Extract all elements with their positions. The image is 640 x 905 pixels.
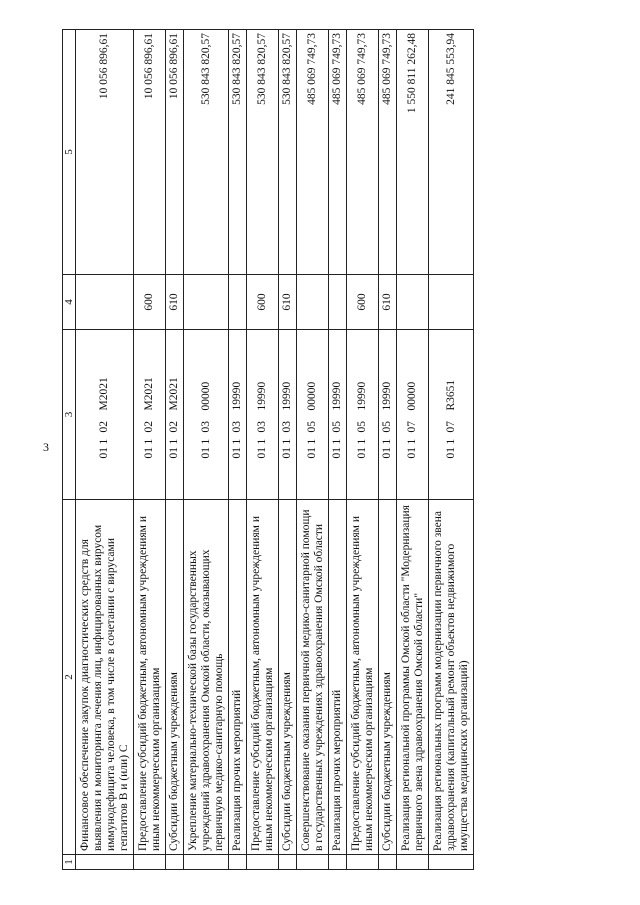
target-code-cell: [184, 330, 229, 500]
row-number-cell: [247, 855, 279, 870]
column-header: 2: [63, 500, 76, 855]
target-code-cell: [247, 330, 279, 500]
row-number-cell: [347, 855, 379, 870]
expense-type-cell: 610: [279, 275, 297, 330]
amount-cell: 485 069 749,73: [379, 30, 397, 275]
code-part: 03: [231, 421, 244, 433]
code-part: 01: [231, 447, 244, 459]
row-number-cell: [397, 855, 429, 870]
target-code-cell: [379, 330, 397, 500]
item-name-cell: Укрепление материально-технической базы государственных учреждений здравоохранения Омской области, оказывающих первичную медико-санитарную помощь: [184, 500, 229, 855]
amount-cell: 485 069 749,73: [297, 30, 329, 275]
code-part: 01: [143, 447, 156, 459]
expense-type-cell: 600: [247, 275, 279, 330]
code-part: 02: [143, 421, 156, 433]
code-part: M2021: [143, 377, 156, 411]
amount-cell: 10 056 896,61: [166, 30, 184, 275]
target-code-cell: [134, 330, 166, 500]
row-number-cell: [379, 855, 397, 870]
expense-type-cell: 610: [379, 275, 397, 330]
code-part: 03: [281, 421, 294, 433]
expense-type-cell: [184, 275, 229, 330]
code-part: 03: [256, 421, 269, 433]
code-part: 00000: [306, 381, 319, 411]
code-part: 01: [306, 447, 319, 459]
code-part: 1: [281, 438, 294, 445]
row-number-cell: [134, 855, 166, 870]
code-part: 19990: [381, 381, 394, 411]
code-part: 1: [444, 438, 457, 445]
expense-type-cell: [329, 275, 347, 330]
page-number: 3: [43, 440, 49, 454]
code-part: 00000: [406, 381, 419, 411]
row-number-cell: [297, 855, 329, 870]
code-part: 05: [356, 421, 369, 433]
code-part: 02: [168, 421, 181, 433]
code-part: 19990: [356, 381, 369, 411]
code-part: 00000: [199, 381, 212, 411]
item-name-cell: Реализация прочих мероприятий: [329, 500, 347, 855]
row-number-cell: [279, 855, 297, 870]
target-code-cell: [347, 330, 379, 500]
table-row: [247, 30, 279, 870]
code-part: 01: [381, 447, 394, 459]
code-part: 1: [199, 438, 212, 445]
code-part: 01: [356, 447, 369, 459]
amount-cell: 10 056 896,61: [134, 30, 166, 275]
table-row: [229, 30, 247, 870]
target-code-cell: [429, 330, 474, 500]
code-part: 1: [331, 438, 344, 445]
target-code-cell: [166, 330, 184, 500]
item-name-cell: Реализация региональной программы Омской области "Модернизация первичного звена здравоохранения Омской области": [397, 500, 429, 855]
column-header: 4: [63, 275, 76, 330]
table-row: [166, 30, 184, 870]
code-part: 1: [98, 438, 111, 445]
amount-cell: 530 843 820,57: [279, 30, 297, 275]
amount-cell: 10 056 896,61: [76, 30, 134, 275]
code-part: 1: [381, 438, 394, 445]
code-part: 1: [256, 438, 269, 445]
amount-cell: 530 843 820,57: [184, 30, 229, 275]
expense-type-cell: [397, 275, 429, 330]
table-row: [184, 30, 229, 870]
code-part: 02: [98, 421, 111, 433]
item-name-cell: Предоставление субсидий бюджетным, автономным учреждениям и иным некоммерческим организациям: [247, 500, 279, 855]
row-number-cell: [329, 855, 347, 870]
expense-type-cell: [429, 275, 474, 330]
expense-type-cell: 600: [347, 275, 379, 330]
code-part: 19990: [231, 381, 244, 411]
target-code-cell: [229, 330, 247, 500]
expense-type-cell: 610: [166, 275, 184, 330]
amount-cell: 530 843 820,57: [247, 30, 279, 275]
code-part: M2021: [98, 377, 111, 411]
expense-type-cell: [297, 275, 329, 330]
amount-cell: 485 069 749,73: [347, 30, 379, 275]
target-code-cell: [329, 330, 347, 500]
code-part: 07: [406, 421, 419, 433]
code-part: 1: [306, 438, 319, 445]
code-part: 07: [444, 421, 457, 433]
code-part: 01: [199, 447, 212, 459]
row-number-cell: [76, 855, 134, 870]
target-code-cell: [297, 330, 329, 500]
code-part: 1: [168, 438, 181, 445]
amount-cell: 485 069 749,73: [329, 30, 347, 275]
column-header: 5: [63, 30, 76, 275]
target-code-cell: [76, 330, 134, 500]
table-row: [329, 30, 347, 870]
code-part: 19990: [256, 381, 269, 411]
amount-cell: 530 843 820,57: [229, 30, 247, 275]
code-part: 19990: [281, 381, 294, 411]
amount-cell: 1 550 811 262,48: [397, 30, 429, 275]
table-row: [279, 30, 297, 870]
item-name-cell: Субсидии бюджетным учреждениям: [279, 500, 297, 855]
table-row: [297, 30, 329, 870]
table-row: [76, 30, 134, 870]
column-header: 3: [63, 330, 76, 500]
item-name-cell: Субсидии бюджетным учреждениям: [166, 500, 184, 855]
code-part: 03: [199, 421, 212, 433]
code-part: 01: [281, 447, 294, 459]
code-part: 01: [168, 447, 181, 459]
code-part: R3651: [444, 379, 457, 411]
row-number-cell: [429, 855, 474, 870]
column-number-row: [63, 30, 76, 870]
code-part: 19990: [331, 381, 344, 411]
item-name-cell: Реализация прочих мероприятий: [229, 500, 247, 855]
code-part: 01: [406, 447, 419, 459]
amount-cell: 241 845 553,94: [429, 30, 474, 275]
code-part: 01: [256, 447, 269, 459]
row-number-cell: [229, 855, 247, 870]
rotated-table-container: [62, 30, 622, 870]
code-part: 01: [331, 447, 344, 459]
table-row: [429, 30, 474, 870]
code-part: 1: [143, 438, 156, 445]
code-part: 05: [381, 421, 394, 433]
item-name-cell: Предоставление субсидий бюджетным, автономным учреждениям и иным некоммерческим организациям: [134, 500, 166, 855]
code-part: 1: [406, 438, 419, 445]
item-name-cell: Субсидии бюджетным учреждениям: [379, 500, 397, 855]
item-name-cell: Предоставление субсидий бюджетным, автономным учреждениям и иным некоммерческим организациям: [347, 500, 379, 855]
code-part: 05: [331, 421, 344, 433]
code-part: 1: [356, 438, 369, 445]
code-part: M2021: [168, 377, 181, 411]
expense-type-cell: 600: [134, 275, 166, 330]
budget-table: [62, 29, 474, 870]
table-row: [347, 30, 379, 870]
table-row: [134, 30, 166, 870]
item-name-cell: Финансовое обеспечение закупок диагностических средств для выявления и мониторинга лечения лиц, инфицированных вирусом иммунодефицита человека, в том числе в сочетании с вирусами гепатитов В и (или) С: [76, 500, 134, 855]
target-code-cell: [397, 330, 429, 500]
code-part: 05: [306, 421, 319, 433]
expense-type-cell: [76, 275, 134, 330]
table-row: [379, 30, 397, 870]
row-number-cell: [166, 855, 184, 870]
expense-type-cell: [229, 275, 247, 330]
code-part: 01: [444, 447, 457, 459]
table-row: [397, 30, 429, 870]
item-name-cell: Совершенствование оказания первичной медико-санитарной помощи в государственных учреждениях здравоохранения Омской области: [297, 500, 329, 855]
item-name-cell: Реализация региональных программ модернизации первичного звена здравоохранения (капитальный ремонт объектов недвижимого имущества медицинских организаций): [429, 500, 474, 855]
column-header: 1: [63, 855, 76, 870]
target-code-cell: [279, 330, 297, 500]
row-number-cell: [184, 855, 229, 870]
code-part: 1: [231, 438, 244, 445]
code-part: 01: [98, 447, 111, 459]
